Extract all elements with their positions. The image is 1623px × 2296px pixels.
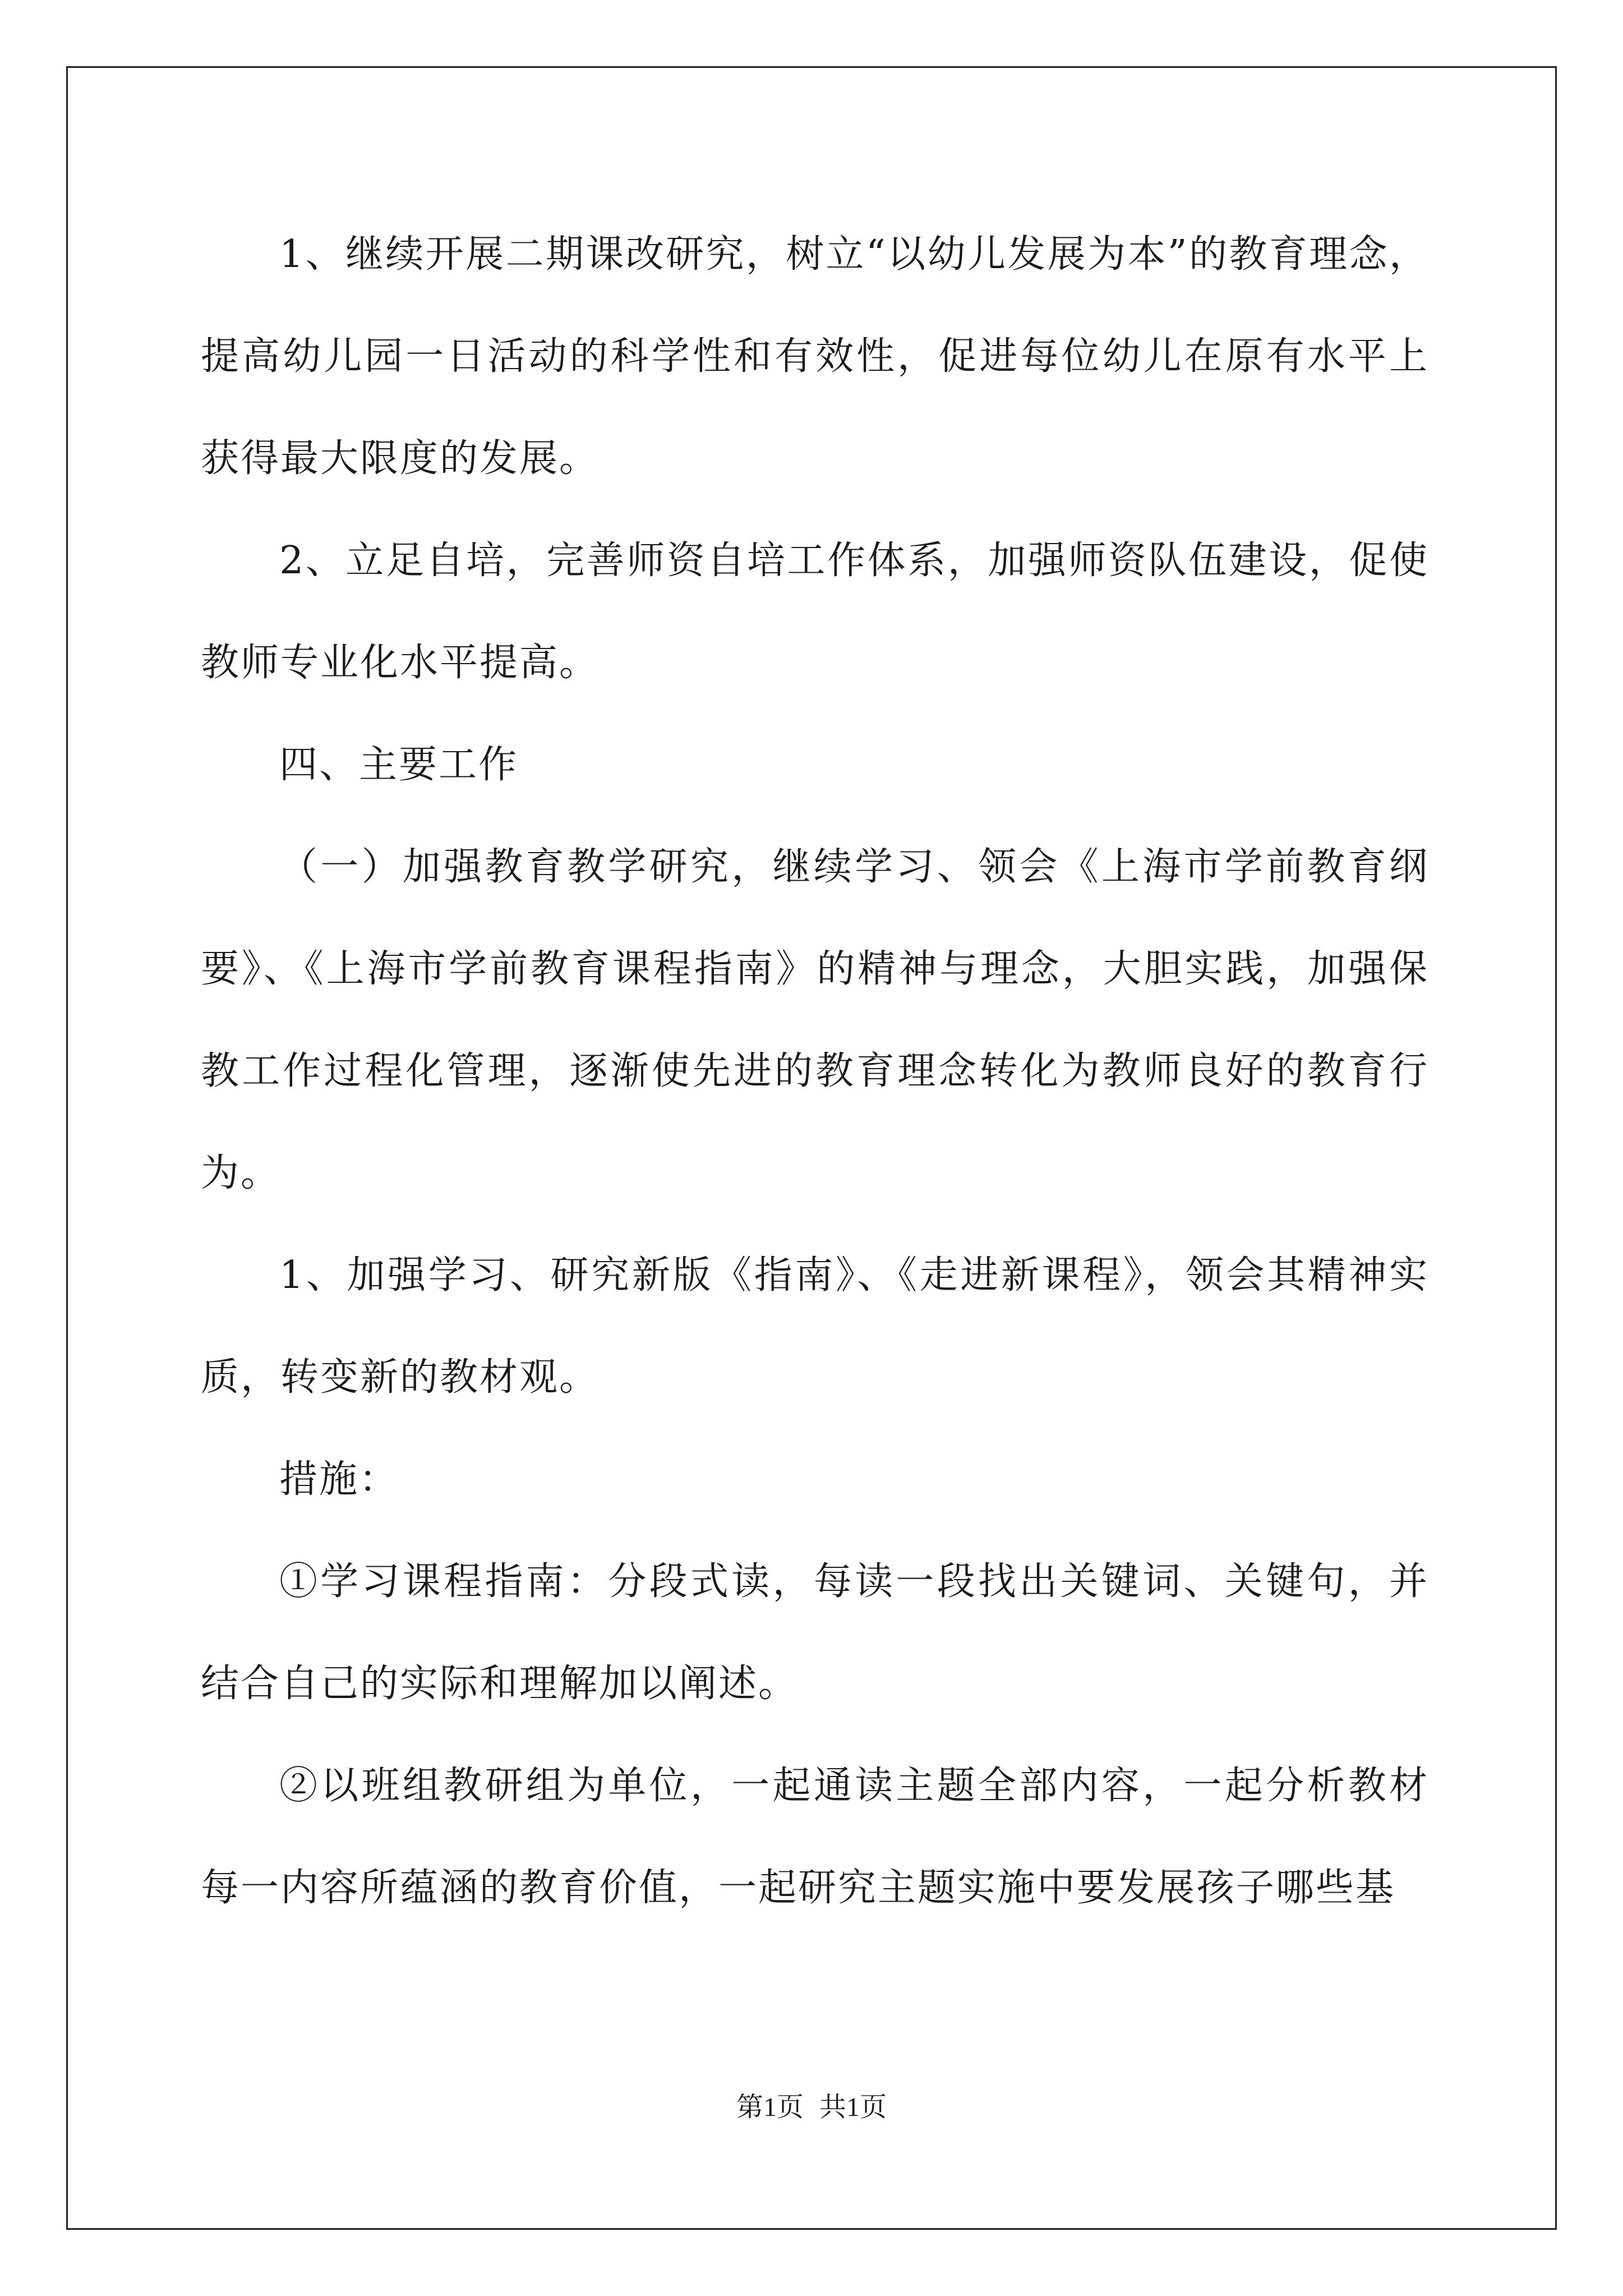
measure-item-2: ②以班组教研组为单位，一起通读主题全部内容，一起分析教材每一内容所蕴涵的教育价值，一起研究主题实施中要发展孩子哪些基 <box>201 1764 1429 1910</box>
paragraph-goal-2: 2、立足自培，完善师资自培工作体系，加强师资队伍建设，促使教师专业化水平提高。 <box>201 539 1429 685</box>
page-footer <box>0 2091 1623 2124</box>
paragraph-subsection-1: （一）加强教育教学研究，继续学习、领会《上海市学前教育纲要》、《上海市学前教育课程指南》的精神与理念，大胆实践，加强保教工作过程化管理，逐渐使先进的教育理念转化为教师良好的教育行为。 <box>201 845 1429 1195</box>
measures-heading: 措施： <box>279 1457 399 1502</box>
page-total: 共1页 <box>819 2092 887 2122</box>
paragraph-item-1: 1、加强学习、研究新版《指南》、《走进新课程》，领会其精神实质，转变新的教材观。 <box>201 1253 1429 1400</box>
paragraph-goal-1: 1、继续开展二期课改研究，树立“以幼儿发展为本”的教育理念，提高幼儿园一日活动的科学性和有效性，促进每位幼儿在原有水平上获得最大限度的发展。 <box>201 232 1429 481</box>
page-number: 第1页 <box>736 2092 804 2122</box>
section-heading-main-work: 四、主要工作 <box>279 743 519 787</box>
document-body <box>201 204 1429 1939</box>
measure-item-1: ①学习课程指南：分段式读，每读一段找出关键词、关键句，并结合自己的实际和理解加以阐述。 <box>201 1559 1429 1706</box>
